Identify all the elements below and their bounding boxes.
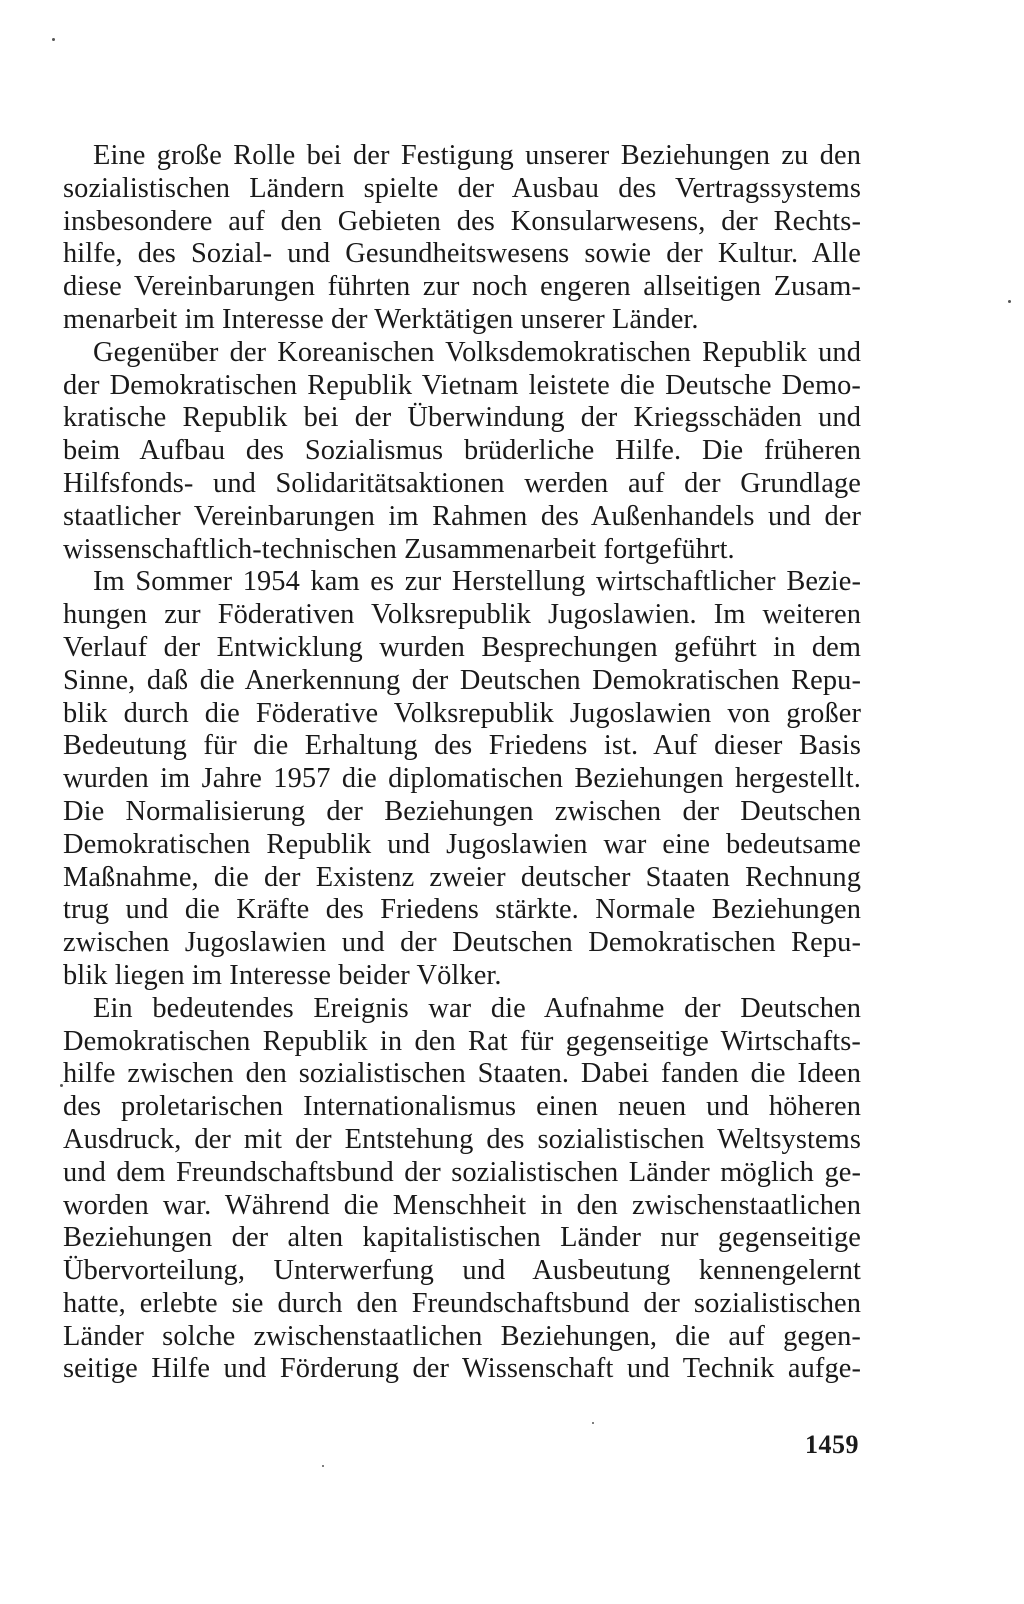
page-number: 1459	[805, 1430, 859, 1459]
text-line: Länder solche zwischenstaatlichen Beziehungen, die auf gegen-	[63, 1320, 861, 1352]
text-line: Sinne, daß die Anerkennung der Deutschen Demokratischen Repu-	[63, 664, 861, 696]
text-line: wissenschaftlich-technischen Zusammenarbeit fortgeführt.	[63, 533, 735, 565]
text-line: Ein bedeutendes Ereignis war die Aufnahme der Deutschen	[93, 992, 861, 1024]
text-line: blik durch die Föderative Volksrepublik Jugoslawien von großer	[63, 697, 861, 729]
scan-speck	[52, 38, 55, 41]
text-line: zwischen Jugoslawien und der Deutschen Demokratischen Repu-	[63, 927, 861, 959]
text-line: Gegenüber der Koreanischen Volksdemokratischen Republik und	[93, 336, 861, 368]
text-line: insbesondere auf den Gebieten des Konsularwesens, der Rechts-	[63, 205, 861, 237]
text-line: menarbeit im Interesse der Werktätigen unserer Länder.	[63, 303, 699, 335]
scan-speck	[1008, 300, 1011, 303]
text-line: der Demokratischen Republik Vietnam leistete die Deutsche Demo-	[63, 369, 861, 401]
text-line: des proletarischen Internationalismus einen neuen und höheren	[63, 1091, 861, 1123]
text-line: diese Vereinbarungen führten zur noch engeren allseitigen Zusam-	[63, 271, 861, 303]
text-line: blik liegen im Interesse beider Völker.	[63, 959, 502, 991]
text-line: Eine große Rolle bei der Festigung unserer Beziehungen zu den	[93, 140, 861, 171]
text-line: wurden im Jahre 1957 die diplomatischen Beziehungen hergestellt.	[63, 763, 861, 795]
text-line: Beziehungen der alten kapitalistischen Länder nur gegenseitige	[63, 1222, 861, 1254]
text-line: Übervorteilung, Unterwerfung und Ausbeutung kennengelernt	[63, 1255, 861, 1287]
scan-speck	[592, 1422, 594, 1424]
scan-speck	[322, 1465, 324, 1467]
text-line: Hilfsfonds- und Solidaritätsaktionen werden auf der Grundlage	[63, 467, 861, 499]
text-line: hungen zur Föderativen Volksrepublik Jugoslawien. Im weiteren	[63, 599, 861, 631]
text-line: trug und die Kräfte des Friedens stärkte. Normale Beziehungen	[63, 894, 861, 926]
text-line: seitige Hilfe und Förderung der Wissenschaft und Technik aufge-	[63, 1353, 861, 1385]
text-line: Im Sommer 1954 kam es zur Herstellung wirtschaftlicher Bezie-	[93, 566, 861, 598]
text-line: Die Normalisierung der Beziehungen zwischen der Deutschen	[63, 795, 861, 827]
text-line: Bedeutung für die Erhaltung des Friedens ist. Auf dieser Basis	[63, 730, 861, 762]
text-line: Demokratischen Republik in den Rat für gegenseitige Wirtschafts-	[63, 1025, 861, 1057]
text-line: hilfe zwischen den sozialistischen Staaten. Dabei fanden die Ideen	[63, 1058, 861, 1090]
text-line: beim Aufbau des Sozialismus brüderliche Hilfe. Die früheren	[63, 435, 861, 467]
text-line: und dem Freundschaftsbund der sozialistischen Länder möglich ge-	[63, 1156, 861, 1188]
text-line: Demokratischen Republik und Jugoslawien war eine bedeutsame	[63, 828, 861, 860]
text-line: Maßnahme, die der Existenz zweier deutscher Staaten Rechnung	[63, 861, 861, 893]
text-line: worden war. Während die Menschheit in den zwischenstaatlichen	[63, 1189, 861, 1221]
text-line: sozialistischen Ländern spielte der Ausbau des Vertragssystems	[63, 172, 861, 204]
text-line: hatte, erlebte sie durch den Freundschaftsbund der sozialistischen	[63, 1287, 861, 1319]
text-line: Verlauf der Entwicklung wurden Besprechungen geführt in dem	[63, 631, 861, 663]
text-line: staatlicher Vereinbarungen im Rahmen des Außenhandels und der	[63, 500, 861, 532]
text-line: Ausdruck, der mit der Entstehung des sozialistischen Weltsystems	[63, 1123, 861, 1155]
text-line: kratische Republik bei der Überwindung der Kriegsschäden und	[63, 402, 861, 434]
text-line: hilfe, des Sozial- und Gesundheitswesens sowie der Kultur. Alle	[63, 238, 861, 270]
body-text	[63, 140, 861, 1386]
scan-speck	[60, 1084, 63, 1087]
